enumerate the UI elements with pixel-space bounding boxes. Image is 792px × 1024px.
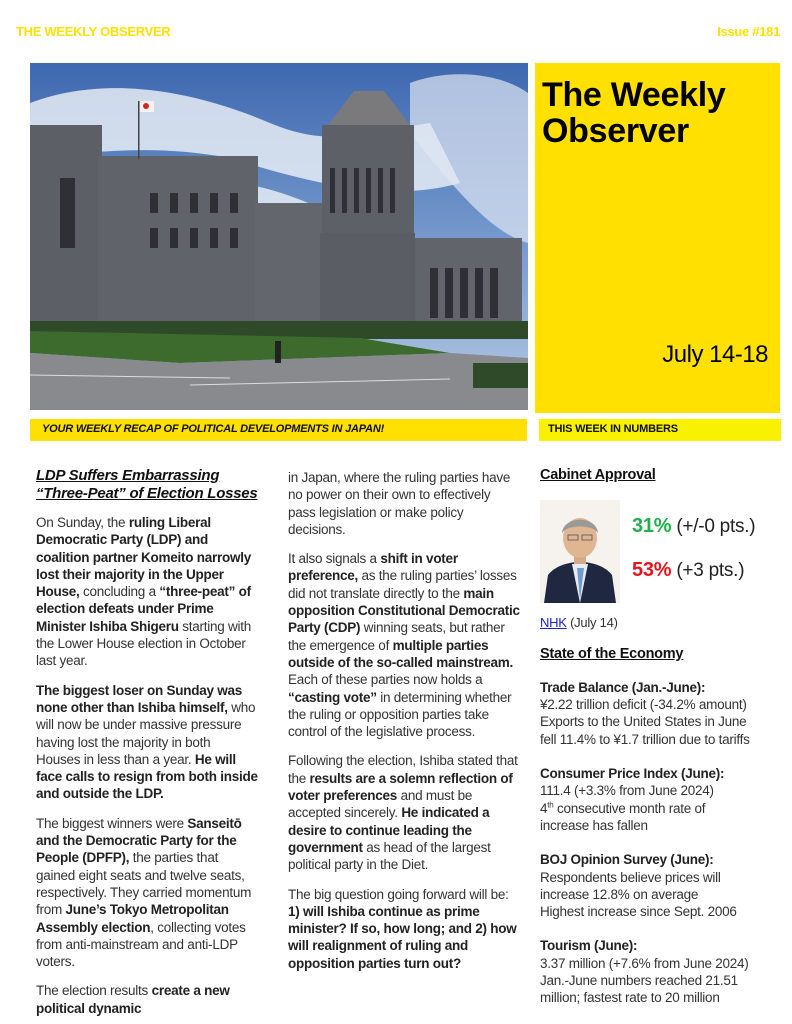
headline-line-1: LDP Suffers Embarrassing [36,467,220,484]
stat-heading: BOJ Opinion Survey (June): [540,852,714,868]
stat-line: ¥2.22 trillion deficit (-34.2% amount) [540,697,747,713]
stat-line: Respondents believe prices will [540,869,721,885]
text: who will now be under massive pressure having lost the majority in both Houses in less than a year. [36,699,256,767]
bold-text: “casting vote” [288,689,377,705]
stat-line [540,800,780,817]
text: The big question going forward will be: [288,886,509,902]
text: in Japan, where the ruling parties have no power on their own to effectively pass legislation or make policy decisions. [288,470,511,537]
text: Following the election, Ishiba stated that the [288,753,518,786]
text: consecutive month rate of [553,800,706,816]
bold-text: “three-peat” of election defeats under Prime Minister Ishiba Shigeru [36,584,251,634]
economy-title: State of the Economy [540,645,684,662]
stat-line: fell 11.4% to ¥1.7 trillion due to tariffs [540,731,750,747]
ordinal-number: 4 [540,800,548,816]
numbers-column [540,467,780,1024]
nhk-source-link[interactable]: NHK [540,615,567,631]
paragraph-4 [36,982,258,1017]
text: The election results [36,983,152,999]
cabinet-approval-poll [540,496,780,604]
text: as the ruling parties’ losses did not translate directly to the [288,568,517,601]
approve-change: (+/-0 pts.) [676,516,756,538]
paragraph-4-continued [288,469,520,538]
bold-text: 1) will Ishiba continue as prime minister? If so, how long; and 2) how will realignment of ruling and opposition parties turn out? [288,903,517,971]
text: concluding a [79,584,160,600]
disapprove-change: (+3 pts.) [676,560,745,582]
title-box [535,63,780,413]
cabinet-approval-title: Cabinet Approval [540,467,656,483]
stat-tourism [540,937,780,1006]
issue-dates: July 14-18 [662,341,768,368]
bold-text: Sanseitō and the Democratic Party for the People (DPFP), [36,815,242,866]
text: The biggest winners were [36,815,188,831]
headline-line-2: “Three-Peat” of Election Losses [36,485,258,502]
bold-text: ruling Liberal Democratic Party (LDP) and coalition partner Komeito narrowly lost their majority in the Upper House, [36,515,252,600]
approval-rating [632,515,756,538]
bold-text: June’s Tokyo Metropolitan Assembly election [36,902,229,935]
title-line-1: The Weekly [542,76,726,114]
paragraph-5 [288,550,520,740]
stat-heading: Consumer Price Index (June): [540,766,725,782]
stat-line: 3.37 million (+7.6% from June 2024) [540,955,749,971]
text: and must be accepted sincerely. [288,788,473,821]
numbers-banner: THIS WEEK IN NUMBERS [539,419,781,441]
stat-line: million; fastest rate to 20 million [540,990,720,1006]
poll-source [540,614,780,631]
article-column-1 [36,467,258,1024]
text: It also signals a [288,551,381,567]
prime-minister-portrait [540,500,620,603]
national-diet-building-photo [30,63,528,410]
approve-percent: 31% [632,515,672,538]
stat-heading: Trade Balance (Jan.-June): [540,679,706,695]
recap-banner: YOUR WEEKLY RECAP OF POLITICAL DEVELOPMENTS IN JAPAN! [30,419,527,441]
disapproval-rating [632,559,745,582]
bold-text: shift in voter preference, [288,551,458,584]
text: in determining whether the ruling or opposition parties take control of the legislative process. [288,689,512,740]
issue-number: Issue #181 [717,24,780,39]
bold-text: multiple parties outside of the so-called mainstream. [288,637,514,670]
text: as head of the largest political party in the Diet. [288,839,491,873]
stat-line: 111.4 (+3.3% from June 2024) [540,783,714,799]
text: starting with the Lower House election in October last year. [36,618,252,669]
text: winning seats, but rather the emergence of [288,620,505,653]
text: On Sunday, the [36,515,129,530]
bold-text: He will face calls to resign from both inside and outside the LDP. [36,751,258,802]
title-line-2: Observer [542,112,689,150]
stat-heading: Tourism (June): [540,938,638,954]
stat-line: increase has fallen [540,817,648,833]
stat-line: Highest increase since Sept. 2006 [540,904,737,920]
paragraph-1 [36,514,258,670]
article-column-2 [288,469,520,984]
bold-text: He indicated a desire to continue leading the government [288,805,490,855]
bold-text: create a new political dynamic [36,983,230,1016]
stat-line: Jan.-June numbers reached 21.51 [540,973,738,989]
ordinal-suffix: th [547,800,554,810]
paragraph-7 [288,886,520,972]
paragraph-2 [36,682,258,803]
stat-line: Exports to the United States in June [540,714,747,730]
stat-trade-balance [540,679,780,748]
stat-cpi [540,765,780,834]
bold-text: results are a solemn reflection of voter preferences [288,770,513,804]
article-headline [36,467,258,503]
newsletter-title [542,77,725,149]
paragraph-3 [36,815,258,971]
text: , collecting votes from anti-mainstream and anti-LDP voters. [36,919,246,970]
paragraph-6 [288,752,520,873]
text: Each of these parties now holds a [288,672,483,688]
bold-text: The biggest loser on Sunday was none other than Ishiba himself, [36,682,243,715]
text: the parties that gained eight seats and twelve seats, respectively. They carried momentum from [36,850,252,918]
masthead-name: THE WEEKLY OBSERVER [16,24,171,39]
stat-line: increase 12.8% on average [540,886,699,902]
stat-boj-survey [540,851,780,920]
source-date: (July 14) [570,615,618,631]
bold-text: main opposition Constitutional Democratic Party (CDP) [288,585,520,636]
disapprove-percent: 53% [632,559,672,582]
